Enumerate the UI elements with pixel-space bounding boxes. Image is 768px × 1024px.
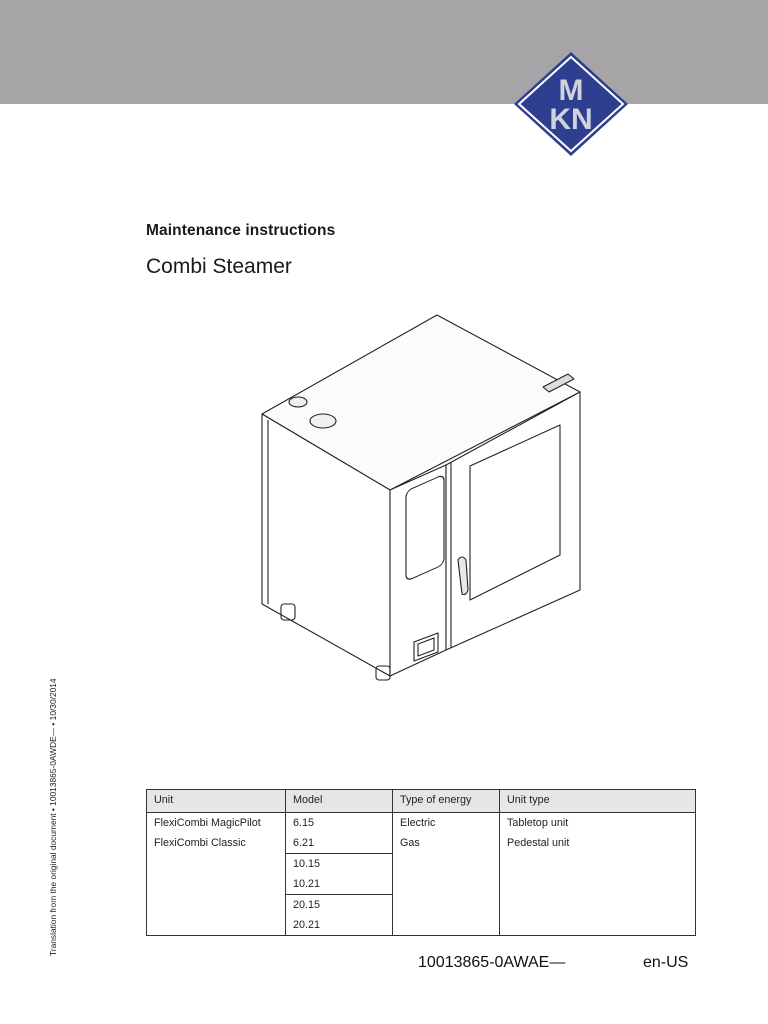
model-value: 20.15	[293, 899, 321, 911]
model-value: 10.15	[293, 858, 321, 870]
model-cell	[286, 854, 393, 895]
energy-cell	[393, 813, 500, 936]
energy-value: Gas	[400, 836, 420, 849]
combi-steamer-illustration	[255, 312, 585, 682]
unit-name: FlexiCombi Classic	[154, 836, 246, 849]
header-energy: Type of energy	[393, 790, 500, 813]
logo-letters-top: M	[558, 74, 584, 107]
energy-value: Electric	[400, 817, 436, 829]
document-title: Combi Steamer	[146, 255, 292, 278]
unit-name: FlexiCombi MagicPilot	[154, 817, 261, 829]
unit-type-value: Pedestal unit	[507, 836, 570, 849]
model-value: 6.21	[293, 836, 315, 849]
language-code: en-US	[643, 954, 689, 971]
model-cell	[286, 813, 393, 854]
model-value: 20.21	[293, 918, 321, 931]
table-header-row	[147, 790, 696, 813]
model-value: 6.15	[293, 817, 315, 829]
table-row	[147, 813, 696, 854]
header-model: Model	[286, 790, 393, 813]
unit-model-table	[146, 789, 696, 936]
header-unit: Unit	[147, 790, 286, 813]
mkn-logo	[514, 52, 628, 156]
model-cell	[286, 895, 393, 936]
document-number: 10013865-0AWAE—	[418, 954, 566, 971]
header-unit-type: Unit type	[500, 790, 696, 813]
unit-cell	[147, 813, 286, 936]
logo-letters-bottom: KN	[549, 103, 593, 136]
header-band	[0, 0, 768, 104]
unit-type-value: Tabletop unit	[507, 817, 569, 829]
document-subtitle: Maintenance instructions	[146, 222, 336, 239]
unit-type-cell	[500, 813, 696, 936]
translation-note: Translation from the original document • 10013865-0AWDE— • 10/30/2014	[48, 678, 58, 956]
model-value: 10.21	[293, 877, 321, 890]
